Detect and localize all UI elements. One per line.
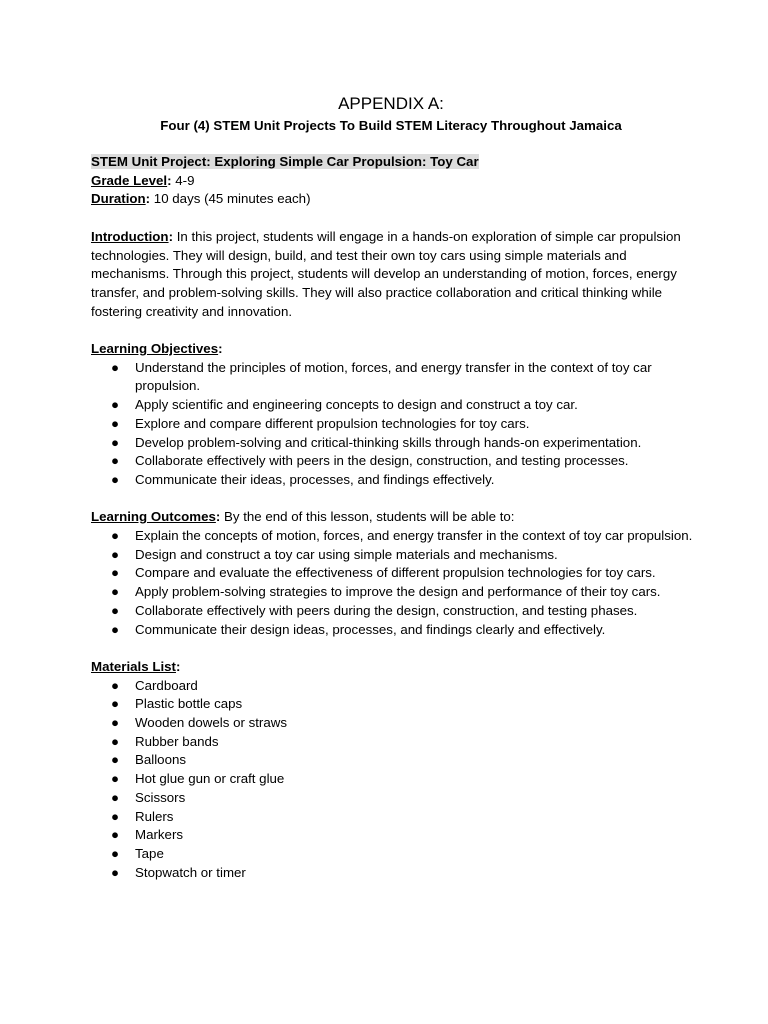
materials-heading-line — [91, 658, 691, 677]
duration-value: 10 days (45 minutes each) — [150, 191, 311, 207]
list-item — [91, 359, 695, 396]
list-item — [91, 751, 695, 770]
bullet-icon: ● — [111, 752, 120, 768]
bullet-icon: ● — [111, 565, 120, 581]
spacer — [91, 321, 691, 340]
objectives-heading-line — [91, 340, 691, 359]
list-item — [91, 714, 695, 733]
bullet-icon: ● — [111, 359, 120, 375]
list-item — [91, 864, 695, 883]
grade-level-label: Grade Level — [91, 172, 168, 188]
list-item-text: Balloons — [135, 752, 187, 768]
list-item-text: Tape — [135, 845, 164, 861]
bullet-icon: ● — [111, 434, 120, 450]
list-item-text: Scissors — [135, 789, 186, 805]
list-item-text: Understand the principles of motion, forces, and energy transfer in the context of toy car propulsion. — [135, 359, 652, 394]
project-heading-line — [91, 153, 691, 172]
list-item-text: Collaborate effectively with peers during the design, construction, and testing phases. — [135, 602, 638, 618]
bullet-icon: ● — [111, 471, 120, 487]
bullet-icon: ● — [111, 696, 120, 712]
list-item-text: Wooden dowels or straws — [135, 715, 287, 731]
list-item-text: Stopwatch or timer — [135, 864, 246, 880]
outcomes-label: Learning Outcomes — [91, 509, 216, 525]
document-body — [91, 153, 691, 882]
list-item-text: Hot glue gun or craft glue — [135, 771, 285, 787]
list-item-text: Apply problem-solving strategies to improve the design and performance of their toy cars. — [135, 584, 661, 600]
list-item-text: Explain the concepts of motion, forces, and energy transfer in the context of toy car propulsion. — [135, 528, 693, 544]
list-item — [91, 826, 695, 845]
spacer — [91, 209, 691, 228]
list-item-text: Markers — [135, 827, 184, 843]
bullet-icon: ● — [111, 415, 120, 431]
introduction-text: In this project, students will engage in a hands-on exploration of simple car propulsion technologies. They will design, build, and test their own toy cars using simple materials and mechanisms. Through this project, students will develop an understanding of motion, forces, energy transfer, and problem-solving skills. They will also practice collaboration and critical thinking while fostering creativity and innovation. — [91, 228, 681, 319]
list-item — [91, 583, 695, 602]
outcomes-heading-line — [91, 508, 691, 527]
spacer — [91, 490, 691, 509]
outcomes-intro: By the end of this lesson, students will be able to: — [220, 509, 515, 525]
list-item-text: Communicate their ideas, processes, and findings effectively. — [135, 471, 495, 487]
list-item — [91, 770, 695, 789]
bullet-icon: ● — [111, 864, 120, 880]
materials-colon: : — [175, 658, 181, 674]
list-item-text: Develop problem-solving and critical-thinking skills through hands-on experimentation. — [135, 434, 642, 450]
bullet-icon: ● — [111, 546, 120, 562]
list-item-text: Communicate their design ideas, processes, and findings clearly and effectively. — [135, 621, 606, 637]
list-item — [91, 396, 695, 415]
project-heading: STEM Unit Project: Exploring Simple Car Propulsion: Toy Car — [91, 154, 479, 169]
list-item-text: Apply scientific and engineering concepts to design and construct a toy car. — [135, 397, 578, 413]
bullet-icon: ● — [111, 621, 120, 637]
spacer — [91, 639, 691, 658]
materials-label: Materials List — [91, 658, 176, 674]
list-item — [91, 471, 695, 490]
bullet-icon: ● — [111, 771, 120, 787]
bullet-icon: ● — [111, 789, 120, 805]
outcomes-colon: : — [215, 509, 221, 525]
grade-level-colon: : — [167, 172, 172, 188]
list-item — [91, 564, 695, 583]
list-item — [91, 527, 695, 546]
list-item — [91, 808, 695, 827]
duration-colon: : — [145, 191, 151, 207]
list-item — [91, 621, 695, 640]
bullet-icon: ● — [111, 733, 120, 749]
grade-level-line — [91, 172, 691, 191]
list-item — [91, 789, 695, 808]
bullet-icon: ● — [111, 397, 120, 413]
list-item — [91, 845, 695, 864]
bullet-icon: ● — [111, 453, 120, 469]
list-item — [91, 695, 695, 714]
bullet-icon: ● — [111, 677, 120, 693]
list-item-text: Rulers — [135, 808, 174, 824]
list-item-text: Explore and compare different propulsion technologies for toy cars. — [135, 415, 530, 431]
objectives-list — [91, 359, 691, 490]
outcomes-list — [91, 527, 691, 639]
bullet-icon: ● — [111, 715, 120, 731]
objectives-colon: : — [218, 341, 223, 356]
list-item-text: Plastic bottle caps — [135, 696, 243, 712]
bullet-icon: ● — [111, 528, 120, 544]
duration-line — [91, 190, 691, 209]
objectives-label: Learning Objectives — [91, 341, 219, 356]
document-subtitle: Four (4) STEM Unit Projects To Build STEM Literacy Throughout Jamaica — [160, 118, 622, 133]
list-item — [91, 415, 695, 434]
duration-label: Duration — [91, 191, 146, 207]
appendix-title: APPENDIX A: — [338, 94, 444, 113]
introduction-colon: : — [168, 228, 173, 244]
list-item — [91, 434, 695, 453]
list-item — [91, 452, 695, 471]
grade-level-value: 4-9 — [171, 172, 195, 188]
list-item-text: Design and construct a toy car using simple materials and mechanisms. — [135, 546, 558, 562]
introduction-label: Introduction — [91, 228, 169, 244]
list-item-text: Cardboard — [135, 677, 198, 693]
list-item — [91, 733, 695, 752]
list-item — [91, 546, 695, 565]
bullet-icon: ● — [111, 808, 120, 824]
introduction-paragraph — [91, 228, 681, 322]
list-item-text: Collaborate effectively with peers in the design, construction, and testing processes. — [135, 453, 629, 469]
bullet-icon: ● — [111, 584, 120, 600]
bullet-icon: ● — [111, 845, 120, 861]
list-item-text: Rubber bands — [135, 733, 219, 749]
list-item — [91, 677, 695, 696]
list-item-text: Compare and evaluate the effectiveness of different propulsion technologies for toy cars. — [135, 565, 656, 581]
list-item — [91, 602, 695, 621]
materials-list — [91, 677, 691, 883]
bullet-icon: ● — [111, 602, 120, 618]
bullet-icon: ● — [111, 827, 120, 843]
